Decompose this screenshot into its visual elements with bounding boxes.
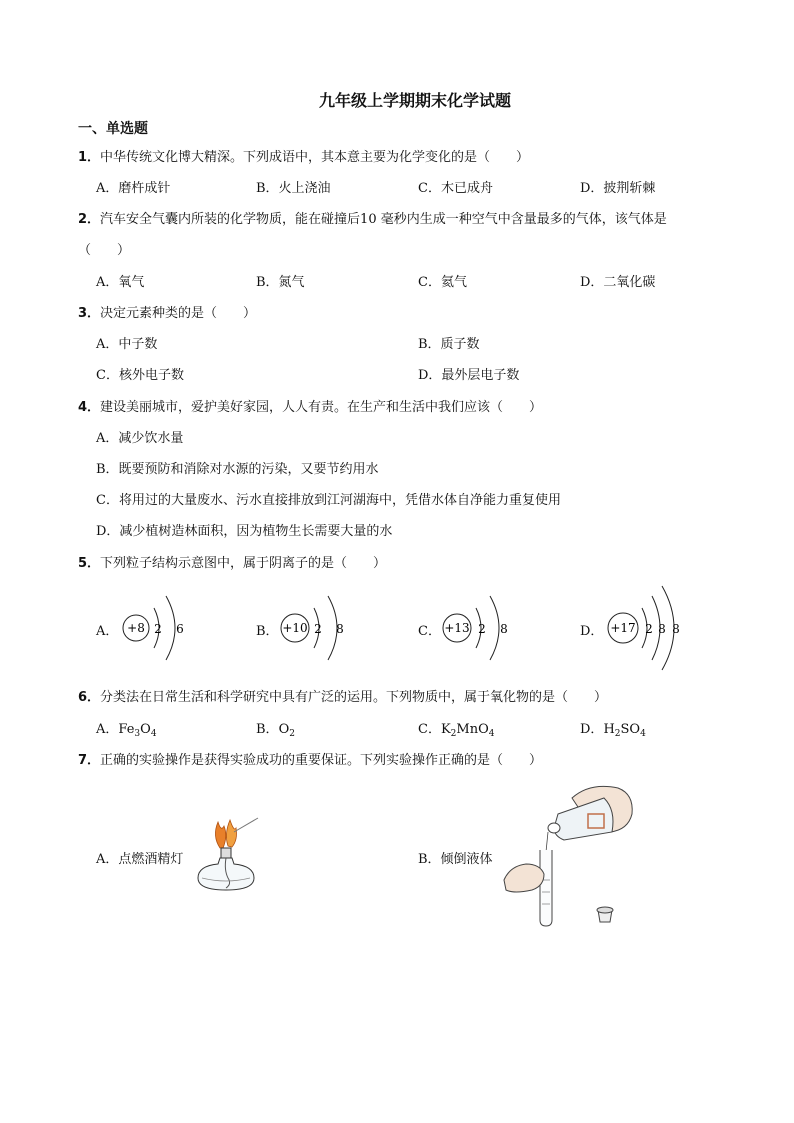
- q6-option-c[interactable]: [418, 718, 494, 737]
- question-2: [78, 208, 667, 227]
- question-2-blank: （ ）: [78, 243, 131, 258]
- question-3: [78, 302, 256, 321]
- question-text: 汽车安全气囊内所装的化学物质，能在碰撞后10 毫秒内生成一种空气中含量最多的气体，该气体是: [100, 212, 667, 227]
- formula-subscript: 4: [640, 729, 646, 739]
- nucleus-charge: +8: [127, 621, 145, 635]
- electron-shell: [490, 596, 499, 660]
- formula-subscript: 4: [488, 729, 495, 739]
- shell-count: 2: [478, 622, 486, 636]
- question-7: [78, 749, 542, 768]
- q2-option-c[interactable]: C．氦气: [418, 275, 467, 290]
- question-1: [78, 146, 529, 165]
- q3-option-a[interactable]: A．中子数: [96, 337, 158, 352]
- q4-option-d[interactable]: D．减少植树造林面积，因为植物生长需要大量的水: [96, 524, 393, 539]
- match-stick: [234, 818, 258, 832]
- option-letter: D．: [580, 722, 604, 737]
- question-4: [78, 396, 542, 415]
- flame-icon: [226, 820, 236, 847]
- formula-part: O: [278, 722, 290, 737]
- question-text: 决定元素种类的是（ ）: [100, 306, 257, 321]
- q1-option-b[interactable]: B．火上浇油: [256, 181, 331, 196]
- q5-option-c[interactable]: C．: [418, 624, 441, 639]
- bottle-stopper-top: [597, 907, 613, 913]
- q6-option-d[interactable]: [580, 718, 646, 737]
- q3-option-b[interactable]: B．质子数: [418, 337, 480, 352]
- q6-option-a[interactable]: [96, 718, 157, 737]
- atom-diagram-a: [118, 590, 198, 666]
- question-6: [78, 686, 607, 705]
- shell-count: 8: [672, 622, 680, 636]
- question-number: 4．: [78, 400, 101, 415]
- option-letter: B．: [256, 722, 279, 737]
- nucleus-charge: +13: [444, 621, 470, 635]
- shell-count: 8: [658, 622, 666, 636]
- question-5: [78, 552, 386, 571]
- formula-part: SO: [620, 722, 641, 737]
- formula-subscript: 2: [614, 729, 621, 739]
- question-text: 建设美丽城市，爱护美好家园，人人有责。在生产和生活中我们应该（ ）: [100, 400, 543, 415]
- q1-option-d[interactable]: D．披荆斩棘: [580, 181, 656, 196]
- shell-count: 8: [500, 622, 508, 636]
- formula-subscript: 2: [450, 729, 457, 739]
- q2-option-a[interactable]: A．氧气: [96, 275, 145, 290]
- atom-diagram-d: [604, 584, 694, 672]
- formula-part: K: [440, 722, 451, 737]
- formula-subscript: 3: [134, 729, 141, 739]
- question-number: 5．: [78, 556, 101, 571]
- q1-option-c[interactable]: C．木已成舟: [418, 181, 493, 196]
- q2-option-b[interactable]: B．氮气: [256, 275, 305, 290]
- q6-option-b[interactable]: [256, 718, 295, 737]
- formula-subscript: 4: [150, 729, 157, 739]
- section-heading: 一、单选题: [78, 121, 148, 137]
- option-letter: C．: [418, 722, 441, 737]
- wick-holder: [221, 848, 231, 858]
- shell-count: 8: [336, 622, 344, 636]
- nucleus-charge: +17: [610, 621, 636, 635]
- question-text: 中华传统文化博大精深。下列成语中，其本意主要为化学变化的是（ ）: [100, 150, 530, 165]
- flame-icon: [215, 822, 225, 848]
- question-number: 7．: [78, 753, 101, 768]
- q7-option-a[interactable]: A．点燃酒精灯: [96, 852, 184, 867]
- q3-option-d[interactable]: D．最外层电子数: [418, 368, 520, 383]
- formula-subscript: 2: [289, 729, 295, 739]
- atom-diagram-b: [278, 590, 358, 666]
- q4-option-b[interactable]: B．既要预防和消除对水源的污染，又要节约用水: [96, 462, 379, 477]
- q5-option-d[interactable]: D．: [580, 624, 604, 639]
- q4-option-a[interactable]: A．减少饮水量: [96, 431, 184, 446]
- question-number: 6．: [78, 690, 101, 705]
- alcohol-lamp-illustration: [190, 812, 264, 892]
- formula-part: MnO: [456, 722, 489, 737]
- q2-option-d[interactable]: D．二氧化碳: [580, 275, 656, 290]
- q1-option-a[interactable]: A．磨杵成针: [96, 181, 171, 196]
- bottle-mouth: [548, 823, 560, 833]
- page-title: 九年级上学期期末化学试题: [318, 91, 511, 110]
- formula-part: O: [140, 722, 151, 737]
- option-letter: A．: [96, 722, 119, 737]
- nucleus-charge: +10: [282, 621, 308, 635]
- pouring-liquid-illustration: [500, 780, 640, 930]
- question-number: 2．: [78, 212, 101, 227]
- question-text: 下列粒子结构示意图中，属于阴离子的是（ ）: [100, 556, 387, 571]
- electron-shell: [166, 596, 175, 660]
- atom-diagram-c: [440, 590, 520, 666]
- shell-count: 6: [176, 622, 184, 636]
- hand-icon: [504, 864, 544, 892]
- formula-part: Fe: [118, 722, 135, 737]
- q5-option-b[interactable]: B．: [256, 624, 279, 639]
- question-number: 3．: [78, 306, 101, 321]
- test-tube: [540, 850, 552, 926]
- shell-count: 2: [645, 622, 653, 636]
- pour-stream: [546, 832, 548, 852]
- formula-part: H: [603, 722, 615, 737]
- q3-option-c[interactable]: C．核外电子数: [96, 368, 184, 383]
- shell-count: 2: [154, 622, 162, 636]
- question-text: 正确的实验操作是获得实验成功的重要保证。下列实验操作正确的是（ ）: [100, 753, 543, 768]
- shell-count: 2: [314, 622, 322, 636]
- question-text: 分类法在日常生活和科学研究中具有广泛的运用。下列物质中，属于氧化物的是（ ）: [100, 690, 608, 705]
- question-number: 1．: [78, 150, 101, 165]
- q7-option-b[interactable]: B．倾倒液体: [418, 852, 493, 867]
- q5-option-a[interactable]: A．: [96, 624, 119, 639]
- q4-option-c[interactable]: C．将用过的大量废水、污水直接排放到江河湖海中，凭借水体自净能力重复使用: [96, 493, 561, 508]
